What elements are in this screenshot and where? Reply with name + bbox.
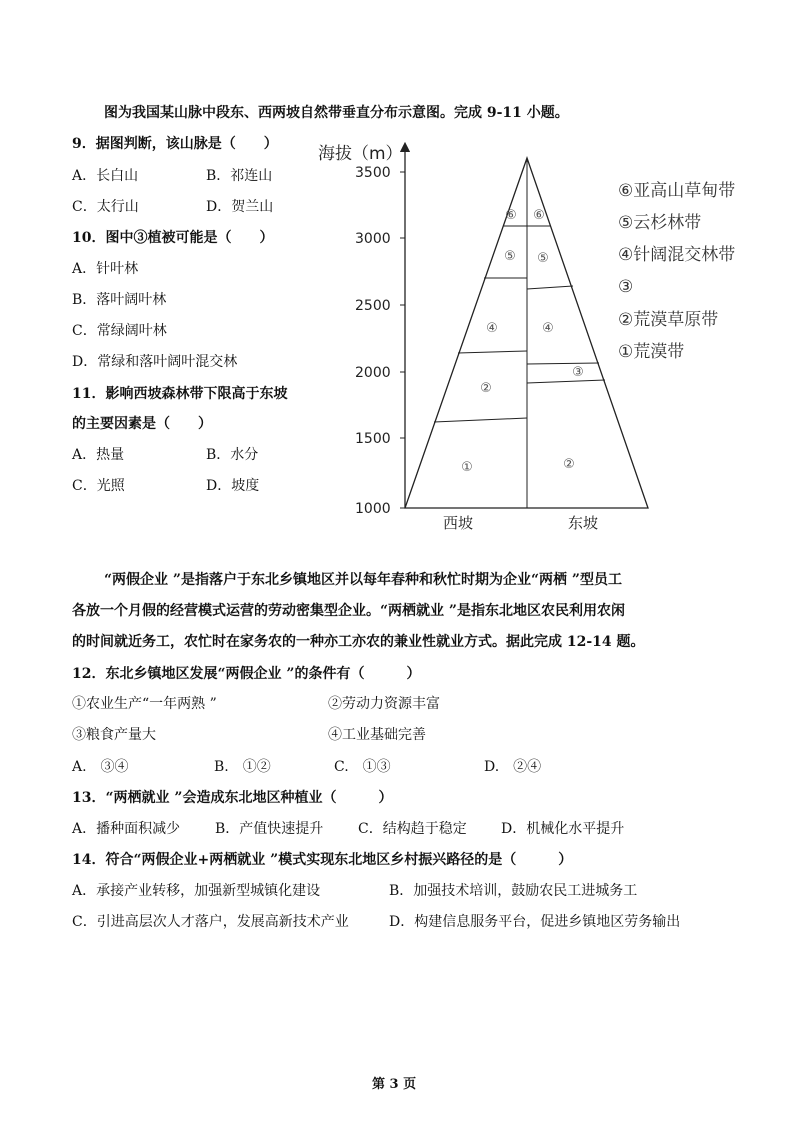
legend-item-4: ④针阔混交林带 bbox=[618, 245, 736, 265]
q13-option-d[interactable]: D．机械化水平提升 bbox=[501, 821, 625, 837]
q12-option-d[interactable]: D. ②④ bbox=[484, 759, 542, 775]
q9-option-a[interactable]: A．长白山 bbox=[72, 168, 139, 184]
q9-stem: 9．据图判断，该山脉是（ ） bbox=[72, 136, 278, 152]
tick-label: 3500 bbox=[355, 165, 391, 181]
tick-label: 1500 bbox=[355, 431, 391, 447]
boundary-line bbox=[527, 363, 599, 364]
q10-stem: 10．图中③植被可能是（ ） bbox=[72, 230, 274, 246]
west-slope-label: 西坡 bbox=[443, 514, 474, 532]
boundary-line bbox=[434, 418, 527, 422]
east-zone-5: ⑤ bbox=[537, 251, 549, 266]
q11-stem-line2: 的主要因素是（ ） bbox=[72, 416, 212, 432]
east-zone-3: ③ bbox=[572, 365, 584, 380]
legend-item-1: ①荒漠带 bbox=[618, 342, 685, 362]
q11-stem-line1: 11．影响西坡森林带下限高于东坡 bbox=[72, 386, 288, 402]
q13-option-a[interactable]: A．播种面积减少 bbox=[72, 821, 181, 837]
q14-option-b[interactable]: B．加强技术培训，鼓励农民工进城务工 bbox=[389, 883, 638, 899]
west-zone-6: ⑥ bbox=[505, 208, 517, 223]
q14-stem: 14．符合“两假企业+两栖就业 ”模式实现东北地区乡村振兴路径的是（ ） bbox=[72, 852, 573, 868]
q9-option-d[interactable]: D．贺兰山 bbox=[206, 199, 274, 215]
west-zone-5: ⑤ bbox=[504, 249, 516, 264]
page-number: 第 3 页 bbox=[372, 1077, 417, 1092]
legend bbox=[618, 181, 735, 362]
west-zone-1: ① bbox=[461, 460, 473, 475]
east-zone-4: ④ bbox=[542, 321, 554, 336]
tick-label: 3000 bbox=[355, 231, 391, 247]
legend-item-2: ②荒漠草原带 bbox=[618, 310, 719, 330]
q9-option-b[interactable]: B．祁连山 bbox=[206, 168, 273, 184]
q11-option-c[interactable]: C．光照 bbox=[72, 478, 125, 494]
q10-option-d[interactable]: D．常绿和落叶阔叶混交林 bbox=[72, 354, 238, 370]
q12-stem: 12．东北乡镇地区发展“两假企业 ”的条件有（ ） bbox=[72, 666, 421, 682]
intro-12-14-line2: 各放一个月假的经营模式运营的劳动密集型企业。“两栖就业 ”是指东北地区农民利用农闲 bbox=[72, 603, 625, 619]
east-slope-label: 东坡 bbox=[568, 514, 599, 532]
legend-item-5: ⑤云杉林带 bbox=[618, 213, 702, 233]
q14-option-d[interactable]: D．构建信息服务平台，促进乡镇地区劳务输出 bbox=[389, 914, 681, 930]
q11-option-a[interactable]: A．热量 bbox=[72, 447, 125, 463]
q12-statement-2: ②劳动力资源丰富 bbox=[328, 696, 440, 712]
q10-option-b[interactable]: B．落叶阔叶林 bbox=[72, 292, 167, 308]
q9-option-c[interactable]: C．太行山 bbox=[72, 199, 139, 215]
intro-12-14-line3: 的时间就近务工，农忙时在家务农的一种亦工亦农的兼业性就业方式。据此完成 12-14 题。 bbox=[72, 634, 645, 650]
east-zone-6: ⑥ bbox=[533, 208, 545, 223]
q13-stem: 13．“两栖就业 ”会造成东北地区种植业（ ） bbox=[72, 790, 393, 806]
boundary-line bbox=[527, 380, 605, 383]
vertical-zonation-diagram bbox=[300, 135, 770, 540]
tick-label: 2500 bbox=[355, 298, 391, 314]
q14-option-c[interactable]: C．引进高层次人才落户，发展高新技术产业 bbox=[72, 914, 349, 930]
boundary-line bbox=[527, 286, 573, 289]
boundary-line bbox=[458, 351, 527, 353]
y-axis-label: 海拔（m） bbox=[318, 144, 403, 164]
q12-statement-1: ①农业生产“一年两熟 ” bbox=[72, 696, 217, 712]
legend-item-6: ⑥亚高山草甸带 bbox=[618, 181, 736, 201]
intro-12-14-line1: “两假企业 ”是指落户于东北乡镇地区并以每年春种和秋忙时期为企业“两栖 ”型员工 bbox=[104, 572, 622, 588]
q10-option-c[interactable]: C．常绿阔叶林 bbox=[72, 323, 167, 339]
tick-label: 1000 bbox=[355, 501, 391, 517]
q11-option-d[interactable]: D．坡度 bbox=[206, 478, 260, 494]
east-zone-2: ② bbox=[563, 457, 575, 472]
west-zone-2: ② bbox=[480, 381, 492, 396]
y-ticks bbox=[355, 165, 405, 517]
q12-statement-3: ③粮食产量大 bbox=[72, 727, 156, 743]
q12-option-a[interactable]: A. ③④ bbox=[72, 759, 129, 775]
tick-label: 2000 bbox=[355, 365, 391, 381]
q10-option-a[interactable]: A．针叶林 bbox=[72, 261, 139, 277]
legend-item-3: ③ bbox=[618, 277, 634, 297]
q12-statement-4: ④工业基础完善 bbox=[328, 727, 426, 743]
intro-9-11: 图为我国某山脉中段东、西两坡自然带垂直分布示意图。完成 9-11 小题。 bbox=[104, 105, 569, 121]
q12-option-b[interactable]: B. ①② bbox=[214, 759, 271, 775]
west-zone-4: ④ bbox=[486, 321, 498, 336]
q12-option-c[interactable]: C. ①③ bbox=[334, 759, 391, 775]
q13-option-c[interactable]: C．结构趋于稳定 bbox=[358, 821, 467, 837]
q11-option-b[interactable]: B．水分 bbox=[206, 447, 259, 463]
q14-option-a[interactable]: A．承接产业转移，加强新型城镇化建设 bbox=[72, 883, 321, 899]
q13-option-b[interactable]: B．产值快速提升 bbox=[215, 821, 324, 837]
